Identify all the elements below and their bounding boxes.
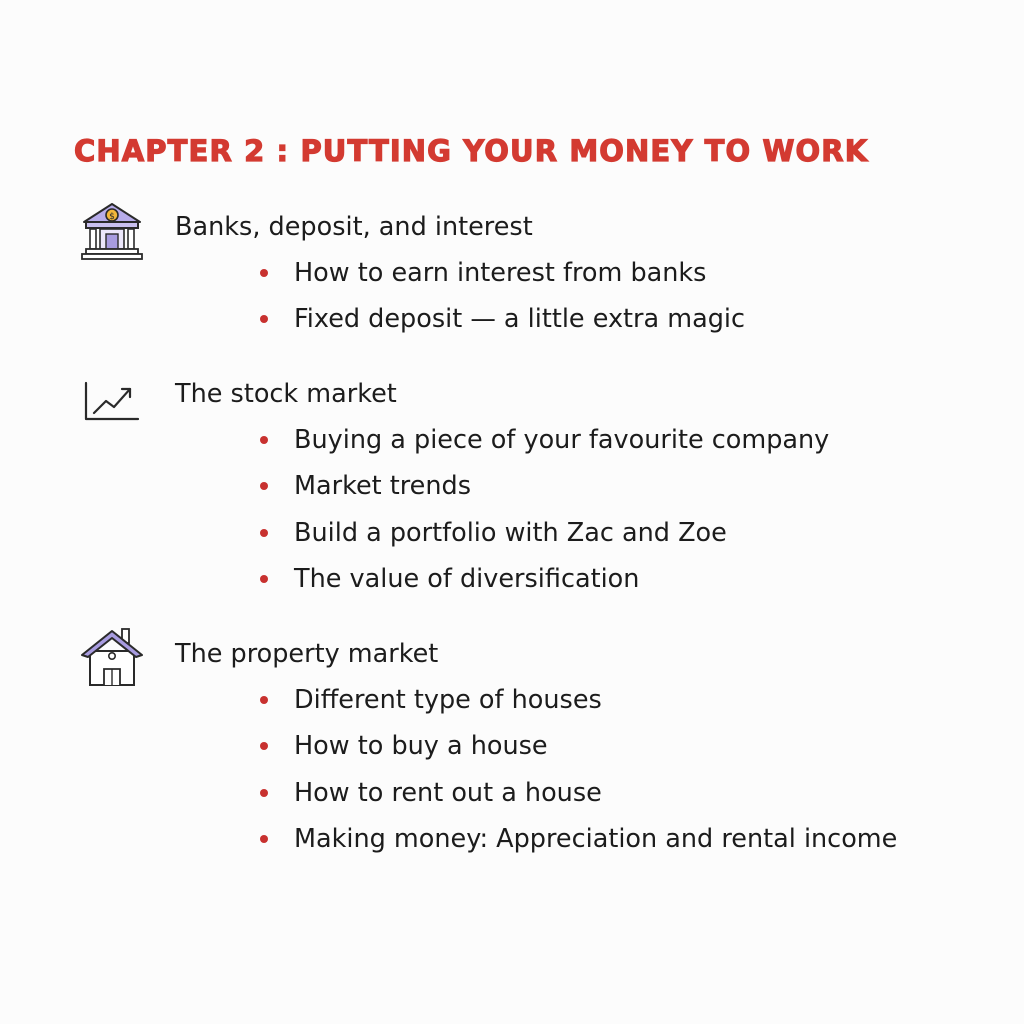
list-item-text: Buying a piece of your favourite company (294, 425, 830, 455)
bullet-dot (260, 742, 268, 750)
bullet-list (256, 423, 829, 609)
list-item-text: How to earn interest from banks (294, 258, 707, 288)
bank-icon (78, 200, 146, 268)
list-item-text: How to rent out a house (294, 777, 602, 808)
list-item (256, 423, 829, 469)
list-item (256, 562, 829, 608)
list-item-text: Build a portfolio with Zac and Zoe (294, 517, 727, 548)
list-item (256, 469, 829, 515)
bullet-dot (260, 575, 268, 583)
list-item (256, 302, 745, 348)
list-item-text: Different type of houses (294, 685, 602, 715)
list-item (256, 683, 897, 729)
section-heading: The property market (175, 639, 439, 669)
bullet-dot (260, 529, 268, 537)
house-icon (78, 623, 146, 691)
list-item (256, 516, 829, 562)
list-item-text: How to buy a house (294, 731, 548, 762)
bullet-dot (260, 835, 268, 843)
list-item-text: Making money: Appreciation and rental income (294, 824, 898, 855)
chapter-title: CHAPTER 2 : PUTTING YOUR MONEY TO WORK (74, 134, 869, 168)
bullet-dot (260, 789, 268, 797)
svg-text:$: $ (109, 212, 115, 222)
bullet-dot (260, 482, 268, 490)
bullet-dot (260, 696, 268, 704)
list-item (256, 729, 897, 775)
bullet-dot (260, 315, 268, 323)
stock-chart-icon (78, 375, 146, 443)
list-item-text: Fixed deposit — a little extra magic (294, 304, 746, 335)
list-item (256, 256, 745, 302)
bullet-list (256, 256, 745, 349)
list-item (256, 822, 897, 868)
list-item (256, 776, 897, 822)
bullet-dot (260, 269, 268, 277)
section-heading: Banks, deposit, and interest (175, 212, 533, 242)
bullet-list (256, 683, 897, 869)
list-item-text: Market trends (294, 471, 472, 502)
section-heading: The stock market (175, 379, 397, 409)
list-item-text: The value of diversification (294, 564, 640, 595)
bullet-dot (260, 436, 268, 444)
